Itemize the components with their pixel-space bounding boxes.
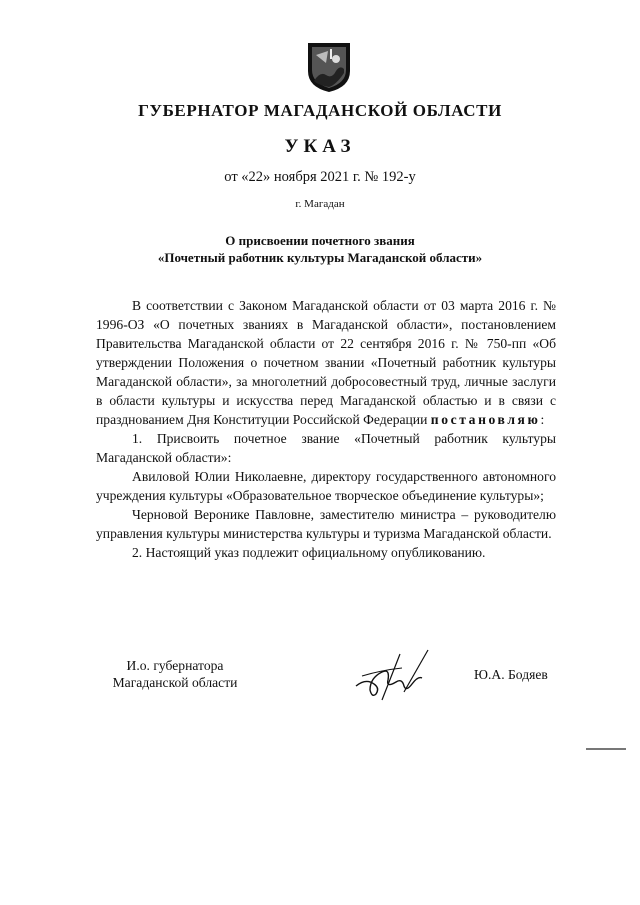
decree-subject (0, 232, 640, 266)
coat-of-arms-icon (306, 41, 352, 93)
issue-city: г. Магадан (295, 198, 345, 210)
preamble-paragraph (96, 296, 556, 429)
item-2: 2. Настоящий указ подлежит официальному опубликованию. (132, 545, 486, 560)
signatory-name: Ю.А. Бодяев (474, 667, 548, 682)
position-line-1: И.о. губернатора (126, 658, 224, 673)
awardee-1: Авиловой Юлии Николаевне, директору государственного автономного учреждения культуры «Образовательное творческое объединение культуры»; (96, 469, 556, 503)
handwritten-signature (352, 648, 434, 704)
resolve-colon: : (540, 412, 545, 427)
scan-artifact-line (586, 748, 626, 750)
authority-title: ГУБЕРНАТОР МАГАДАНСКОЙ ОБЛАСТИ (138, 101, 502, 120)
preamble-text: В соответствии с Законом Магаданской области от 03 марта 2016 г. № 1996-ОЗ «О почетных званиях в Магаданской области», постановлением Правительства Магаданской области от 22 сентября 2016 г. № 750-пп «Об утверждении Положения о почетном звании «Почетный работник культуры Магаданской области», за многолетний добросовестный труд, личные заслуги в области культуры и искусства перед Магаданской областью и в связи с празднованием Дня Конституции Российской Федерации (96, 298, 556, 427)
decree-body (96, 296, 556, 562)
item-1: 1. Присвоить почетное звание «Почетный работник культуры Магаданской области»: (96, 431, 556, 465)
resolve-word: постановляю (430, 412, 541, 427)
decree-date-number: от «22» ноября 2021 г. № 192-у (224, 169, 416, 185)
subject-line-1: О присвоении почетного звания (225, 233, 415, 248)
awardee-2: Черновой Веронике Павловне, заместителю министра – руководителю управления культуры министерства культуры и туризма Магаданской области. (96, 507, 556, 541)
signatory-position (100, 657, 250, 691)
position-line-2: Магаданской области (112, 675, 238, 690)
subject-line-2: «Почетный работник культуры Магаданской области» (157, 250, 483, 265)
document-type: УКАЗ (284, 136, 356, 157)
